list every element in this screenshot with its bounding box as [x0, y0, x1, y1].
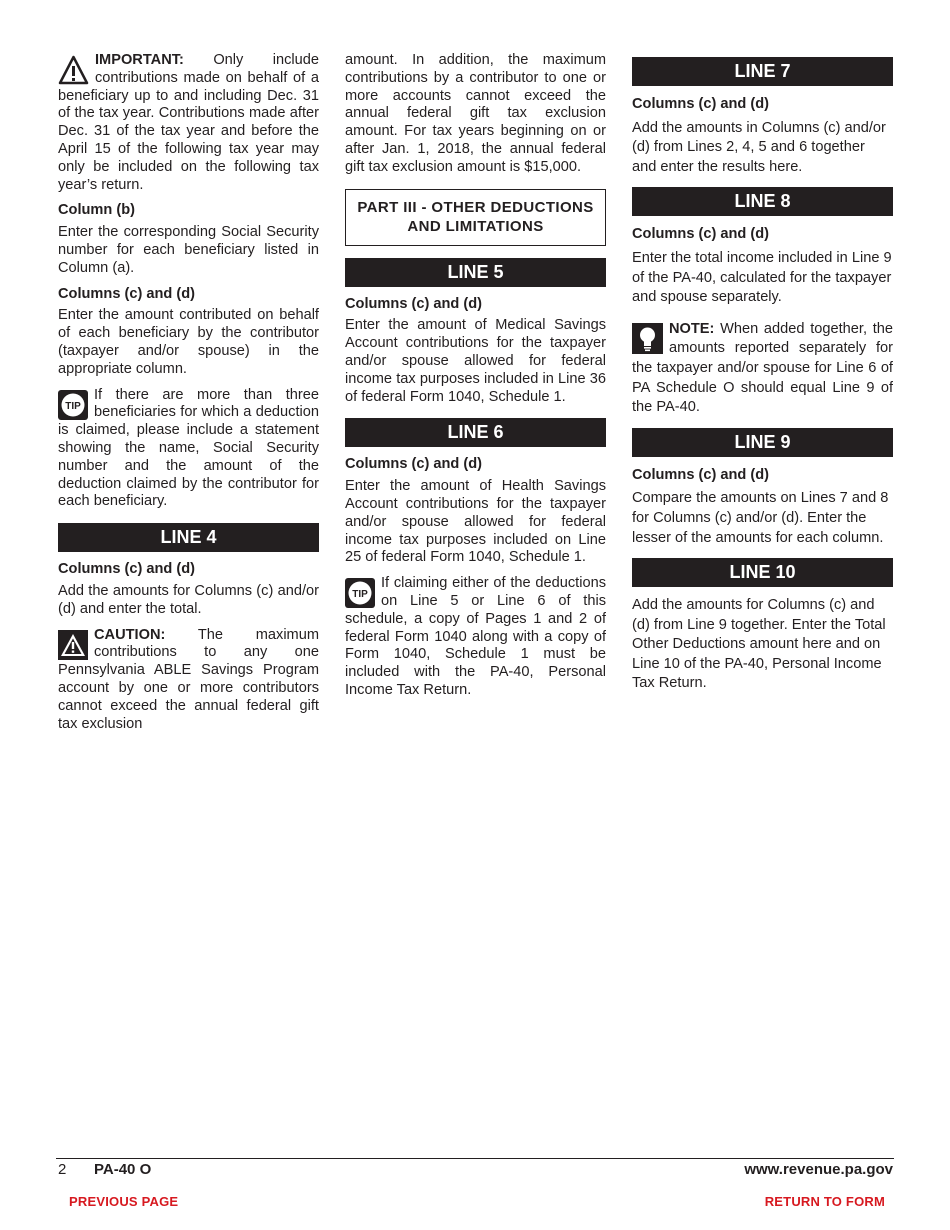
line-9-text: Compare the amounts on Lines 7 and 8 for Columns (c) and/or (d). Enter the lesser of the amounts for each column.	[632, 490, 889, 546]
caution-note	[58, 627, 319, 734]
line-4-heading: Columns (c) and (d)	[58, 561, 196, 578]
important-text: Only include contributions made on behalf of a beneficiary up to and including Dec. 31 of the tax year. Contributions made after Dec. 31 of the tax year and before the April 15 of the following tax year may only be included on the following tax year’s return.	[58, 52, 319, 193]
caution-text: The maximum contributions to any one Pennsylvania ABLE Savings Program account by one or more contributors cannot exceed the annual federal gift tax exclusion	[58, 626, 319, 732]
line-8-text: Enter the total income included in Line 9 of the PA-40, calculated for the taxpayer and spouse separately.	[632, 249, 892, 306]
line-4-header: LINE 4	[58, 523, 319, 552]
return-to-form-link[interactable]: RETURN TO FORM	[764, 1194, 885, 1209]
footer-divider	[56, 1158, 894, 1159]
tip-icon-label: TIP	[65, 400, 81, 412]
line-6-text: Enter the amount of Health Savings Account contributions for the taxpayer and/or spouse allowed for federal income tax purposes included on Line 25 of federal Form 1040, Schedule 1.	[345, 478, 606, 566]
important-label: IMPORTANT:	[95, 52, 184, 68]
columns-cd-text: Enter the amount contributed on behalf of each beneficiary by the contributor (taxpayer and/or spouse) in the appropriate column.	[58, 307, 319, 377]
tip-note-2	[345, 575, 606, 700]
tip-icon	[58, 390, 88, 420]
columns-cd-heading: Columns (c) and (d)	[58, 285, 196, 302]
line-6-heading: Columns (c) and (d)	[345, 456, 483, 473]
column-b-heading: Column (b)	[58, 202, 136, 219]
tip-icon	[345, 578, 375, 608]
column-1	[58, 52, 319, 741]
tip-text: If there are more than three beneficiaries for which a deduction is claimed, please include a statement showing the name, Social Security number and the amount of the deduction claimed by the contributor for each beneficiary.	[58, 386, 319, 510]
website: www.revenue.pa.gov	[744, 1161, 893, 1178]
line-10-text: Add the amounts for Columns (c) and (d) from Line 9 together. Enter the Total Other Deductions amount here and on Line 10 of the PA-40, Personal Income Tax Return.	[632, 597, 886, 692]
form-name: PA-40 O	[94, 1161, 152, 1178]
previous-page-link[interactable]: PREVIOUS PAGE	[69, 1194, 179, 1209]
note-label: NOTE:	[669, 320, 715, 337]
line-7-heading: Columns (c) and (d)	[632, 96, 770, 112]
part-3-title: PART III - OTHER DEDUCTIONS AND LIMITATIONS	[345, 189, 606, 246]
caution-continued-text: amount. In addition, the maximum contributions by a contributor to one or more accounts cannot exceed the annual federal gift tax exclusion amount. For tax years beginning on or after Jan. 1, 2018, the annual federal gift tax exclusion amount is $15,000.	[345, 52, 606, 175]
caution-icon	[58, 630, 88, 660]
line-5-heading: Columns (c) and (d)	[345, 295, 483, 312]
warning-icon	[58, 55, 89, 85]
line-4-text: Add the amounts for Columns (c) and/or (d) and enter the total.	[58, 582, 319, 617]
line-6-header: LINE 6	[345, 418, 606, 447]
note-text: When added together, the amounts reported separately for the taxpayer and/or spouse for Line 6 of PA Schedule O should equal Line 9 of the PA-40.	[632, 320, 893, 416]
caution-label: CAUTION:	[94, 626, 166, 643]
line-5-text: Enter the amount of Medical Savings Account contributions for the taxpayer and/or spouse allowed for federal income tax purposes included in Line 36 of federal Form 1040, Schedule 1.	[345, 317, 606, 405]
note	[632, 320, 893, 418]
column-b-text: Enter the corresponding Social Security number for each beneficiary listed in Column (a).	[58, 224, 319, 276]
column-3	[632, 52, 893, 702]
column-2	[345, 52, 606, 708]
line-8-header: LINE 8	[632, 187, 893, 216]
tip-icon-label: TIP	[352, 589, 368, 601]
line-8-heading: Columns (c) and (d)	[632, 226, 770, 243]
line-5-header: LINE 5	[345, 258, 606, 287]
line-10-header: LINE 10	[632, 558, 893, 587]
line-9-header: LINE 9	[632, 428, 893, 457]
lightbulb-icon	[632, 323, 663, 354]
tip-text-2: If claiming either of the deductions on Line 5 or Line 6 of this schedule, a copy of Pages 1 and 2 of federal Form 1040 along with a copy of Form 1040, Schedule 1 must be included with the PA-40, Personal Income Tax Return.	[345, 575, 606, 698]
line-7-text: Add the amounts in Columns (c) and/or (d) from Lines 2, 4, 5 and 6 together and enter the results here.	[632, 119, 886, 175]
tip-note	[58, 387, 319, 512]
important-note	[58, 52, 319, 194]
line-9-heading: Columns (c) and (d)	[632, 466, 770, 483]
page-number: 2	[58, 1161, 67, 1178]
line-7-header: LINE 7	[632, 57, 893, 86]
